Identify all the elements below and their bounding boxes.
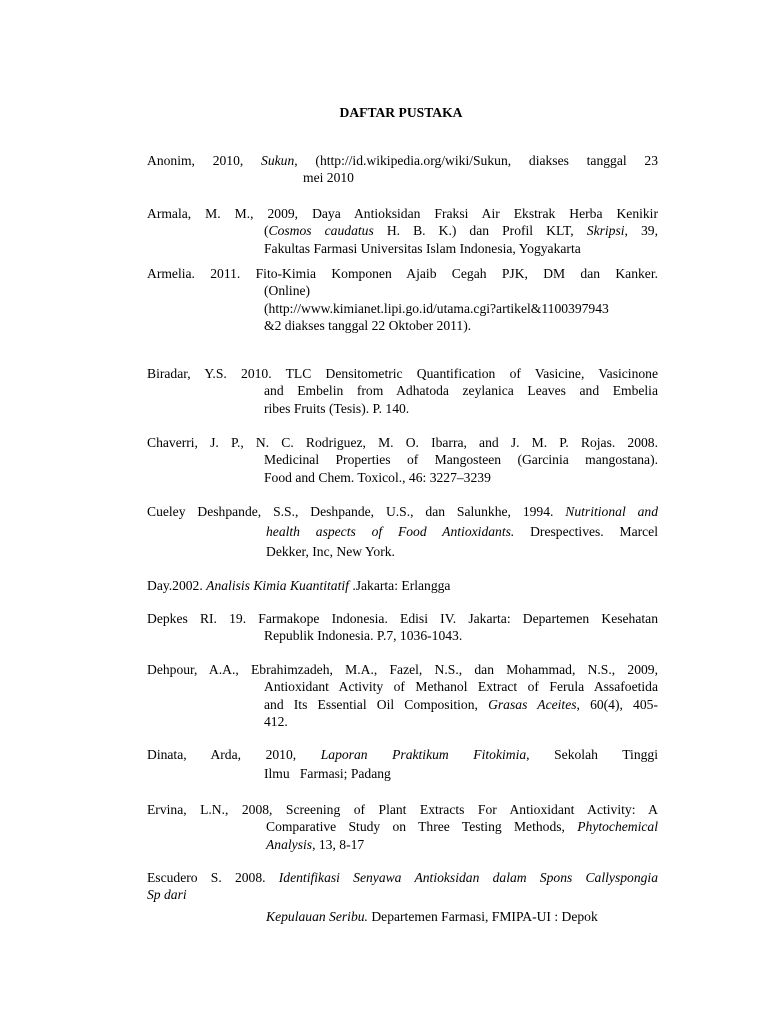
ref-text: Ervina, L.N., 2008, Screening of Plant Extracts For Antioxidant Activity: A (147, 802, 658, 817)
reference-entry (147, 502, 658, 562)
ref-text: Republik Indonesia. P.7, 1036-1043. (264, 628, 463, 644)
reference-entry (147, 434, 658, 486)
ref-text: Armelia. 2011. Fito-Kimia Komponen Ajaib Cegah PJK, DM dan Kanker. (147, 266, 658, 281)
reference-entry (147, 610, 658, 645)
ref-text: Drespectives. Marcel (514, 524, 658, 539)
reference-entry (147, 869, 658, 925)
ref-text: Ilmu Farmasi; Padang (264, 766, 391, 781)
ref-text: Armala, M. M., 2009, Daya Antioksidan Fraksi Air Ekstrak Herba Kenikir (147, 206, 658, 221)
ref-text: , 13, 8-17 (312, 836, 365, 852)
ref-text: Medicinal Properties of Mangosteen (Garcinia mangostana). (264, 452, 658, 468)
page-title: DAFTAR PUSTAKA (339, 105, 463, 120)
ref-title-italic: health aspects of Food Antioxidants. (266, 524, 515, 539)
ref-title-italic: Phytochemical (577, 819, 658, 835)
ref-text: Antioxidant Activity of Methanol Extract of Ferula Assafoetida (264, 679, 658, 695)
ref-text: Day.2002. (147, 578, 207, 593)
ref-text: Cueley Deshpande, S.S., Deshpande, U.S., dan Salunkhe, 1994. (147, 504, 566, 519)
ref-title-italic: Skripsi (586, 223, 625, 239)
reference-entry (147, 577, 658, 594)
ref-title-italic: Analisis Kimia Kuantitatif (206, 578, 349, 593)
ref-text: , Sekolah Tinggi (526, 747, 658, 762)
ref-text: Depkes RI. 19. Farmakope Indonesia. Edisi IV. Jakarta: Departemen Kesehatan (147, 611, 658, 626)
ref-title-italic: Sp dari (147, 887, 187, 903)
reference-entry (147, 661, 658, 731)
ref-title-italic: Analysis (266, 836, 313, 852)
ref-text: (Online) (264, 283, 311, 299)
ref-text: Dehpour, A.A., Ebrahimzadeh, M.A., Fazel, N.S., dan Mohammad, N.S., 2009, (147, 662, 658, 677)
ref-title-italic: Cosmos caudatus (268, 223, 374, 239)
ref-text: and Its Essential Oil Composition, (264, 696, 489, 712)
ref-text: Biradar, Y.S. 2010. TLC Densitometric Quantification of Vasicine, Vasicinone (147, 366, 658, 381)
ref-text: Escudero S. 2008. (147, 870, 279, 885)
ref-text: Anonim, 2010, (147, 153, 262, 168)
reference-entry (147, 745, 658, 783)
ref-text: , 39, (624, 223, 659, 239)
reference-entry (147, 365, 658, 417)
ref-text: Chaverri, J. P., N. C. Rodriguez, M. O. Ibarra, and J. M. P. Rojas. 2008. (147, 435, 658, 450)
ref-text: and Embelin from Adhatoda zeylanica Leaves and Embelia (264, 383, 658, 399)
ref-text: ( (264, 223, 269, 239)
ref-text: ribes Fruits (Tesis). P. 140. (264, 400, 410, 416)
ref-text: Departemen Farmasi, FMIPA-UI : Depok (367, 908, 598, 924)
ref-text: .Jakarta: Erlangga (348, 578, 451, 593)
ref-text: Food and Chem. Toxicol., 46: 3227–3239 (264, 469, 491, 485)
ref-title-italic: Nutritional and (565, 504, 659, 519)
reference-entry (147, 801, 658, 853)
reference-entry (147, 265, 658, 335)
ref-title-italic: Laporan Praktikum Fitokimia (320, 747, 527, 762)
ref-text: Fakultas Farmasi Universitas Islam Indonesia, Yogyakarta (264, 240, 581, 256)
ref-text: &2 diakses tanggal 22 Oktober 2011). (264, 318, 472, 334)
reference-entry (147, 152, 658, 187)
ref-text: Comparative Study on Three Testing Methods, (266, 819, 578, 835)
ref-url: (http://www.kimianet.lipi.go.id/utama.cgi?artikel&1100397943 (264, 300, 609, 316)
ref-title-italic: Identifikasi Senyawa Antioksidan dalam Spons Callyspongia (278, 870, 658, 885)
ref-text: , (http://id.wikipedia.org/wiki/Sukun, diakses tanggal 23 (294, 153, 659, 168)
ref-text: Dekker, Inc, New York. (266, 544, 395, 559)
ref-text: Dinata, Arda, 2010, (147, 747, 321, 762)
ref-text: , 60(4), 405- (576, 696, 658, 712)
ref-title-italic: Sukun (261, 153, 295, 168)
ref-text: 412. (264, 714, 288, 730)
ref-title-italic: Grasas Aceites (488, 696, 577, 712)
ref-title-italic: Kepulauan Seribu. (266, 908, 368, 924)
reference-entry (147, 205, 658, 257)
ref-text: mei 2010 (303, 170, 354, 186)
ref-text: H. B. K.) dan Profil KLT, (373, 223, 587, 239)
